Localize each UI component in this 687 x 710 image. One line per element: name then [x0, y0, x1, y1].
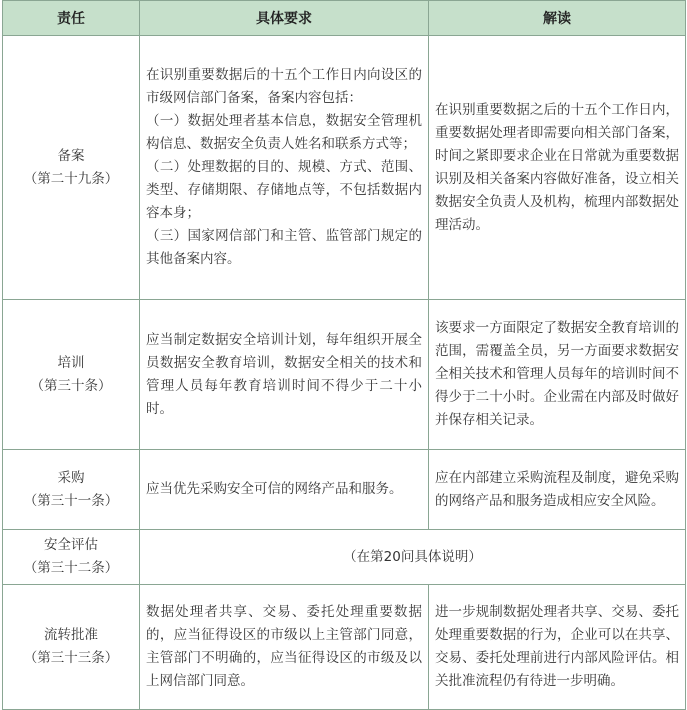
responsibility-cell: [3, 450, 140, 530]
table-row: [3, 585, 686, 710]
responsibility-name: 流转批准: [44, 627, 98, 643]
responsibility-article: （第三十二条）: [23, 560, 119, 576]
responsibility-cell: [3, 585, 140, 710]
header-requirement: 具体要求: [140, 1, 429, 36]
requirement-item: （二）处理数据的目的、规模、方式、范围、类型、存储期限、存储地点等，不包括数据内容本身；: [146, 159, 422, 221]
responsibility-article: （第三十一条）: [23, 492, 119, 509]
table-row: [3, 530, 686, 585]
requirement-item: （三）国家网信部门和主管、监管部门规定的其他备案内容。: [146, 228, 422, 267]
table-header-row: [3, 1, 686, 36]
requirement-cell: 应当优先采购安全可信的网络产品和服务。: [140, 450, 429, 530]
interpretation-cell: 进一步规制数据处理者共享、交易、委托处理重要数据的行为，企业可以在共享、交易、委托处理前进行内部风险评估。相关批准流程仍有待进一步明确。: [429, 585, 686, 710]
responsibility-name: 采购: [57, 469, 85, 486]
requirement-item: （一）数据处理者基本信息，数据安全管理机构信息、数据安全负责人姓名和联系方式等；: [146, 113, 422, 152]
table-row: [3, 300, 686, 450]
responsibility-article: （第三十条）: [30, 377, 112, 394]
responsibility-table: [2, 0, 686, 710]
responsibility-cell: [3, 530, 140, 585]
responsibility-article: （第二十九条）: [23, 170, 119, 187]
table-row: [3, 450, 686, 530]
table-row: [3, 36, 686, 300]
interpretation-cell: 在识别重要数据之后的十五个工作日内，重要数据处理者即需要向相关部门备案，时间之紧即要求企业在日常就为重要数据识别及相关备案内容做好准备，设立相关数据安全负责人及机构，梳理内部数据处理活动。: [429, 36, 686, 300]
interpretation-cell: 应在内部建立采购流程及制度，避免采购的网络产品和服务造成相应安全风险。: [429, 450, 686, 530]
responsibility-name: 培训: [57, 354, 85, 371]
responsibility-name: 备案: [57, 147, 85, 164]
requirement-cell: [140, 36, 429, 300]
responsibility-article: （第三十三条）: [23, 650, 119, 666]
responsibility-cell: [3, 36, 140, 300]
requirement-text: 在识别重要数据后的十五个工作日内向设区的市级网信部门备案，备案内容包括：: [146, 67, 422, 106]
requirement-cell: 应当制定数据安全培训计划，每年组织开展全员数据安全教育培训，数据安全相关的技术和管理人员每年教育培训时间不得少于二十小时。: [140, 300, 429, 450]
requirement-cell: 数据处理者共享、交易、委托处理重要数据的，应当征得设区的市级以上主管部门同意，主管部门不明确的，应当征得设区的市级及以上网信部门同意。: [140, 585, 429, 710]
responsibility-cell: [3, 300, 140, 450]
merged-note-cell: （在第20问具体说明）: [140, 530, 686, 585]
header-interpretation: 解读: [429, 1, 686, 36]
responsibility-name: 安全评估: [44, 537, 98, 553]
header-responsibility: 责任: [3, 1, 140, 36]
interpretation-cell: 该要求一方面限定了数据安全教育培训的范围，需覆盖全员，另一方面要求数据安全相关技术和管理人员每年的培训时间不得少于二十小时。企业需在内部及时做好并保存相关记录。: [429, 300, 686, 450]
